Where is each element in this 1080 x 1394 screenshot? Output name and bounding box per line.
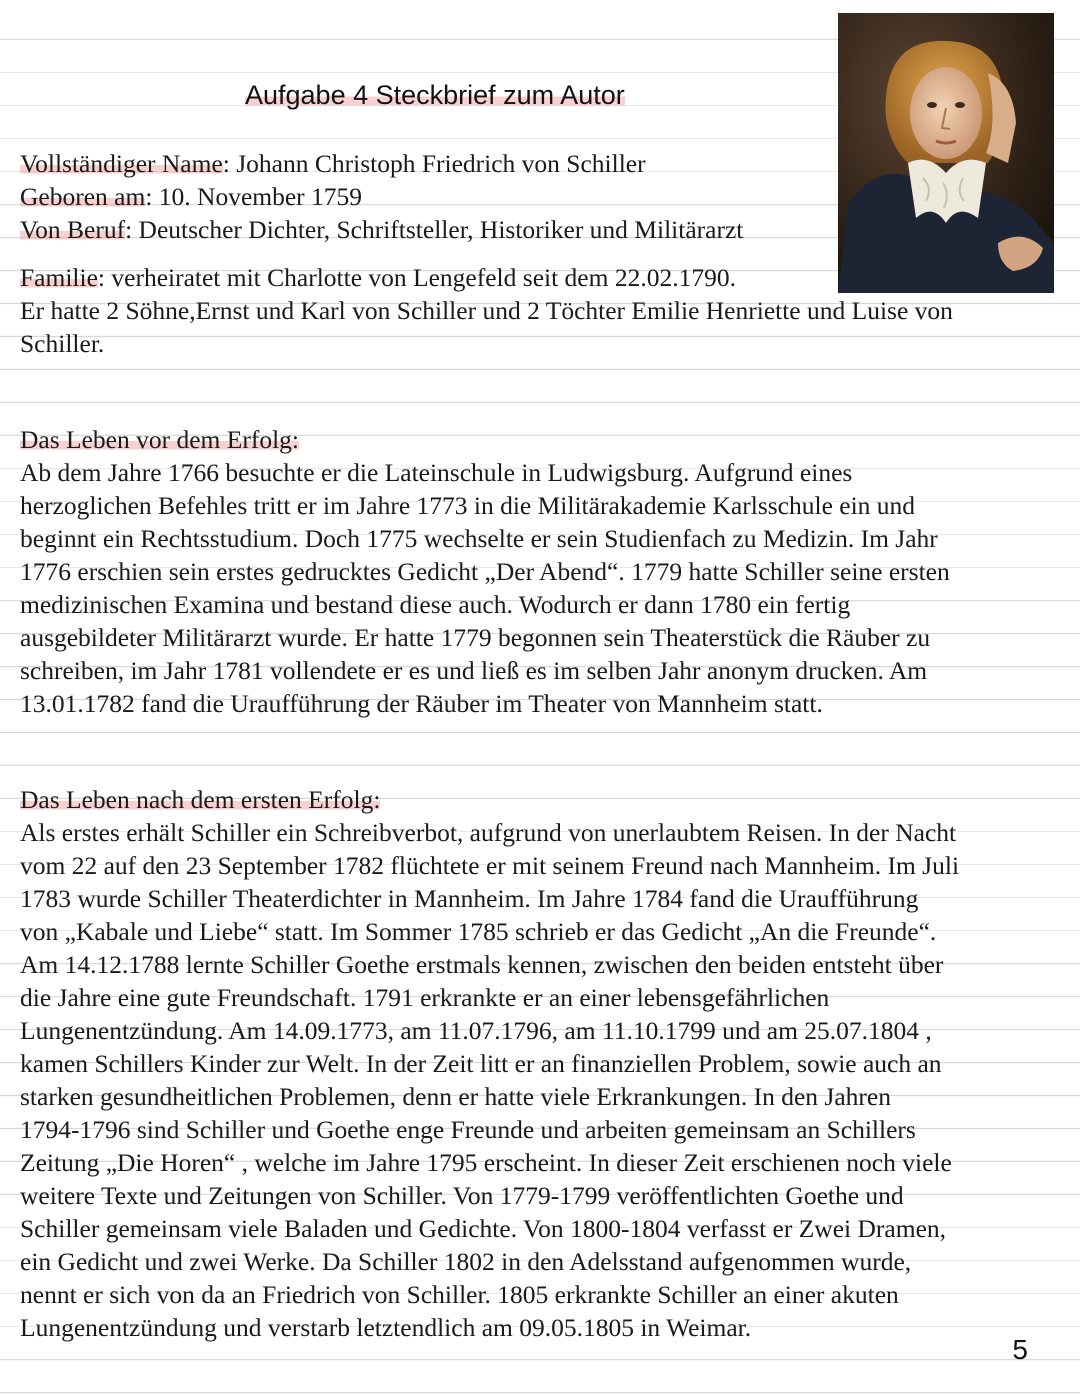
author-portrait xyxy=(838,13,1054,293)
paragraph-line: Als erstes erhält Schiller ein Schreibverbot, aufgrund von unerlaubtem Reisen. In der Nacht xyxy=(20,818,957,847)
section-after-success xyxy=(20,783,959,1344)
paragraph-line: kamen Schillers Kinder zur Welt. In der Zeit litt er an finanziellen Problem, sowie auch an xyxy=(20,1049,942,1078)
paragraph-line: herzoglichen Befehles tritt er im Jahre 1773 in die Militärakademie Karlsschule ein und xyxy=(20,491,916,520)
paragraph-line: Lungenentzündung und verstarb letztendlich am 09.05.1805 in Weimar. xyxy=(20,1313,752,1342)
job-row xyxy=(20,213,743,246)
paragraph-line: nennt er sich von da an Friedrich von Schiller. 1805 erkrankte Schiller an einer akuten xyxy=(20,1280,899,1309)
name-label: Vollständiger Name xyxy=(20,149,223,178)
paragraph-line: 1783 wurde Schiller Theaterdichter in Mannheim. Im Jahre 1784 fand die Uraufführung xyxy=(20,884,919,913)
section-heading xyxy=(20,423,950,456)
family-row xyxy=(20,261,953,294)
children-line-1: Er hatte 2 Söhne,Ernst und Karl von Schiller und 2 Töchter Emilie Henriette und Luise von xyxy=(20,296,953,325)
paragraph-line: beginnt ein Rechtsstudium. Doch 1775 wechselte er sein Studienfach zu Medizin. Im Jahr xyxy=(20,524,938,553)
title-text: Aufgabe 4 Steckbrief zum Autor xyxy=(245,80,625,110)
profile-block xyxy=(20,147,743,246)
paragraph-line: 13.01.1782 fand die Uraufführung der Räuber im Theater von Mannheim statt. xyxy=(20,689,823,718)
paragraph-line: starken gesundheitlichen Problemen, denn er hatte viele Erkrankungen. In den Jahren xyxy=(20,1082,891,1111)
job-value: : Deutscher Dichter, Schriftsteller, Historiker und Militärarzt xyxy=(125,215,744,244)
paragraph-line: ein Gedicht und zwei Werke. Da Schiller 1802 in den Adelsstand aufgenommen wurde, xyxy=(20,1247,912,1276)
section-before-success xyxy=(20,423,950,720)
section-after-heading: Das Leben nach dem ersten Erfolg: xyxy=(20,785,381,814)
paragraph-line: die Jahre eine gute Freundschaft. 1791 erkrankte er an einer lebensgefährlichen xyxy=(20,983,830,1012)
section-before-heading: Das Leben vor dem Erfolg: xyxy=(20,425,299,454)
paragraph-line: Am 14.12.1788 lernte Schiller Goethe erstmals kennen, zwischen den beiden entsteht über xyxy=(20,950,944,979)
job-label: Von Beruf xyxy=(20,215,126,244)
paragraph-line: Ab dem Jahre 1766 besuchte er die Lateinschule in Ludwigsburg. Aufgrund eines xyxy=(20,458,853,487)
children-line-2: Schiller. xyxy=(20,329,105,358)
paragraph-line: schreiben, im Jahr 1781 vollendete er es und ließ es im selben Jahr anonym drucken. Am xyxy=(20,656,928,685)
family-value: : verheiratet mit Charlotte von Lengefeld seit dem 22.02.1790. xyxy=(97,263,736,292)
page-title xyxy=(245,80,715,111)
family-block xyxy=(20,261,953,360)
birth-label: Geboren am xyxy=(20,182,146,211)
paragraph-line: Schiller gemeinsam viele Baladen und Gedichte. Von 1800-1804 verfasst er Zwei Dramen, xyxy=(20,1214,947,1243)
paragraph-line: 1794-1796 sind Schiller und Goethe enge Freunde und arbeiten gemeinsam an Schillers xyxy=(20,1115,916,1144)
family-label: Familie xyxy=(20,263,98,292)
section-heading xyxy=(20,783,959,816)
paragraph-line: ausgebildeter Militärarzt wurde. Er hatte 1779 begonnen sein Theaterstück die Räuber zu xyxy=(20,623,931,652)
paragraph-line: vom 22 auf den 23 September 1782 flüchtete er mit seinem Freund nach Mannheim. Im Juli xyxy=(20,851,960,880)
birth-row xyxy=(20,180,743,213)
paragraph-line: weitere Texte und Zeitungen von Schiller. Von 1779-1799 veröffentlichten Goethe und xyxy=(20,1181,904,1210)
paragraph-line: medizinischen Examina und bestand diese auch. Wodurch er dann 1780 ein fertig xyxy=(20,590,851,619)
paragraph-line: 1776 erschien sein erstes gedrucktes Gedicht „Der Abend“. 1779 hatte Schiller seine ersten xyxy=(20,557,950,586)
paragraph-line: von „Kabale und Liebe“ statt. Im Sommer 1785 schrieb er das Gedicht „An die Freunde“. xyxy=(20,917,937,946)
page-number: 5 xyxy=(1012,1334,1028,1365)
name-row xyxy=(20,147,743,180)
paragraph-line: Zeitung „Die Horen“ , welche im Jahre 1795 erscheint. In dieser Zeit erschienen noch viele xyxy=(20,1148,952,1177)
name-value: : Johann Christoph Friedrich von Schiller xyxy=(222,149,646,178)
paragraph-line: Lungenentzündung. Am 14.09.1773, am 11.07.1796, am 11.10.1799 und am 25.07.1804 , xyxy=(20,1016,932,1045)
birth-value: : 10. November 1759 xyxy=(145,182,363,211)
